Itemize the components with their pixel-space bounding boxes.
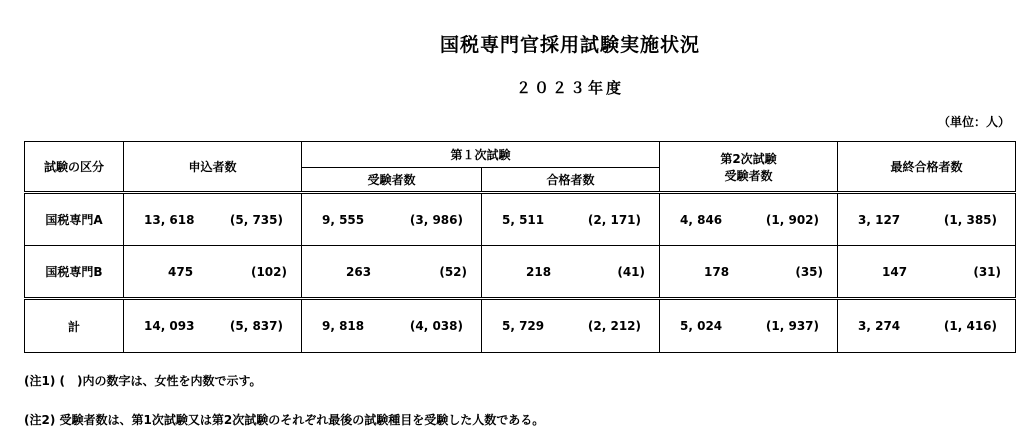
applicants-value: 13, 618 bbox=[144, 212, 195, 227]
row-label: 国税専門B bbox=[25, 246, 124, 299]
examinees-value: 9, 555 bbox=[322, 212, 365, 227]
passers-value: 5, 511 bbox=[502, 212, 545, 227]
unit-label: （単位：人） bbox=[937, 115, 1010, 129]
second-exam-value: 4, 846 bbox=[680, 212, 723, 227]
passers-female: (41) bbox=[617, 264, 646, 279]
second-exam-female: (1, 902) bbox=[765, 212, 820, 227]
page-title: 国税専門官採用試験実施状況 bbox=[439, 34, 700, 56]
passers-female: (2, 171) bbox=[587, 212, 642, 227]
applicants-value: 14, 093 bbox=[144, 319, 195, 333]
examinees-female: (4, 038) bbox=[409, 319, 463, 333]
header-second-exam-line1: 第2次試験 bbox=[720, 151, 777, 166]
note-2: (注2) 受験者数は、第1次試験又は第2次試験のそれぞれ最後の試験種目を受験した人数である。 bbox=[24, 413, 545, 427]
second-exam-value: 5, 024 bbox=[680, 319, 723, 333]
header-category: 試験の区分 bbox=[25, 142, 124, 193]
applicants-female: (5, 837) bbox=[229, 319, 283, 333]
second-exam-female: (35) bbox=[795, 264, 824, 279]
applicants-female: (5, 735) bbox=[229, 212, 283, 227]
table-row-b bbox=[25, 246, 1016, 299]
passers-value: 218 bbox=[526, 264, 552, 279]
second-exam-female: (1, 937) bbox=[765, 319, 820, 333]
header-applicants: 申込者数 bbox=[124, 142, 302, 193]
header-second-exam bbox=[660, 142, 838, 193]
table-row-a bbox=[25, 193, 1016, 246]
final-passers-female: (31) bbox=[973, 264, 1002, 279]
examinees-female: (3, 986) bbox=[409, 212, 463, 227]
final-passers-value: 3, 274 bbox=[858, 319, 901, 333]
table-row-total bbox=[25, 299, 1016, 353]
applicants-value: 475 bbox=[168, 264, 194, 279]
applicants-female: (102) bbox=[250, 264, 287, 279]
passers-value: 5, 729 bbox=[502, 319, 545, 333]
header-final-passers: 最終合格者数 bbox=[838, 142, 1016, 193]
second-exam-value: 178 bbox=[704, 264, 730, 279]
examinees-female: (52) bbox=[439, 264, 467, 279]
row-label: 国税専門A bbox=[25, 193, 124, 246]
fiscal-year: ２０２３年度 bbox=[515, 79, 624, 97]
header-second-exam-line2: 受験者数 bbox=[724, 168, 773, 183]
header-first-exam: 第１次試験 bbox=[302, 142, 660, 168]
examinees-value: 263 bbox=[346, 264, 372, 279]
note-1: (注1) ( )内の数字は、女性を内数で示す。 bbox=[24, 374, 262, 388]
final-passers-female: (1, 416) bbox=[943, 319, 998, 333]
passers-female: (2, 212) bbox=[587, 319, 642, 333]
header-passers: 合格者数 bbox=[482, 168, 660, 193]
exam-status-table bbox=[24, 141, 1016, 353]
examinees-value: 9, 818 bbox=[322, 319, 365, 333]
header-examinees: 受験者数 bbox=[302, 168, 482, 193]
final-passers-value: 3, 127 bbox=[858, 212, 901, 227]
final-passers-value: 147 bbox=[882, 264, 908, 279]
row-label: 計 bbox=[25, 299, 124, 353]
final-passers-female: (1, 385) bbox=[943, 212, 998, 227]
